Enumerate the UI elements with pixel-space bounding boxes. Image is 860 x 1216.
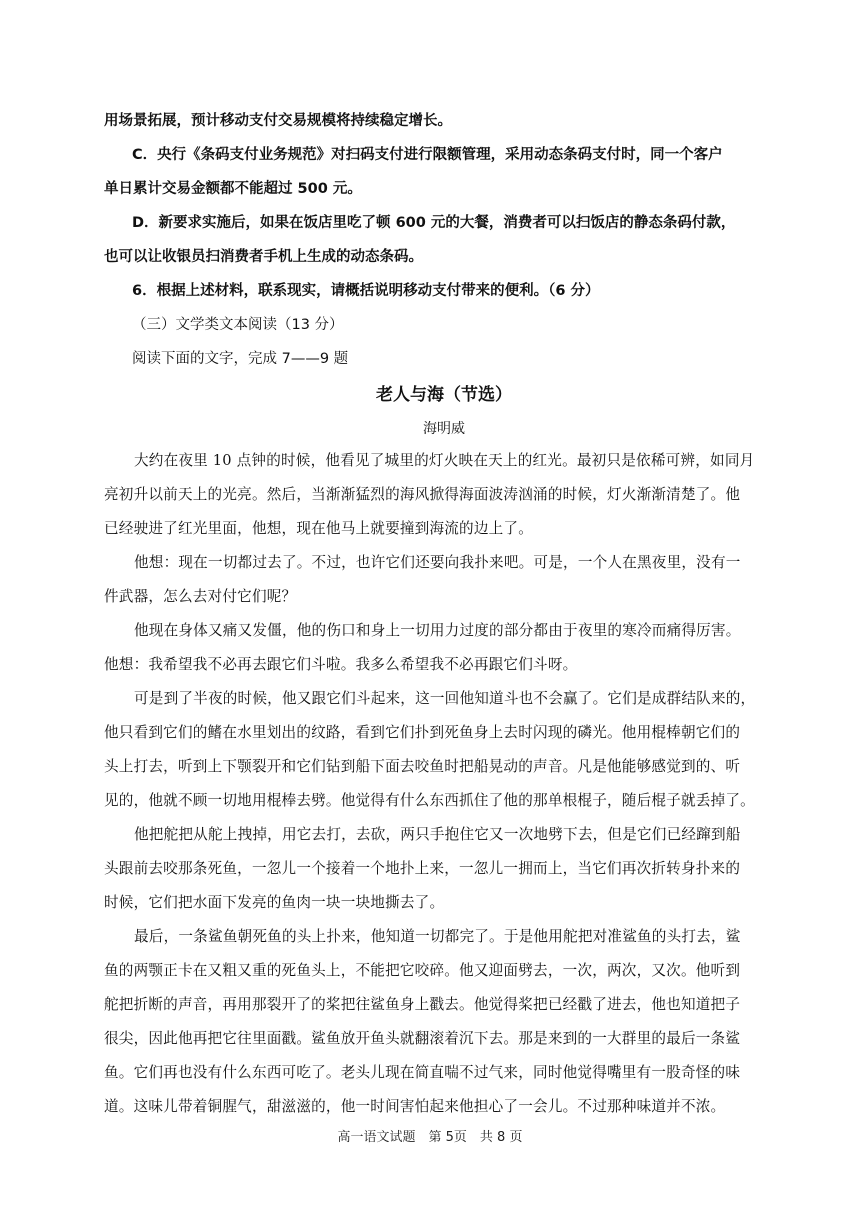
story-line: 见的，他就不顾一切地用棍棒去劈。他觉得有什么东西抓住了他的那单根棍子，随后棍子就丢掉了。 xyxy=(104,792,755,809)
story-line: 亮初升以前天上的光亮。然后，当渐渐猛烈的海风掀得海面波涛汹涌的时候，灯火渐渐清楚了。他 xyxy=(104,486,741,503)
story-line: 他想：我希望我不必再去跟它们斗啦。我多么希望我不必再跟它们斗呀。 xyxy=(104,656,578,673)
story-line: 他把舵把从舵上拽掉，用它去打，去砍，两只手抱住它又一次地劈下去，但是它们已经蹿到船 xyxy=(134,826,741,843)
story-line: 道。这味儿带着铜腥气，甜滋滋的，他一时间害怕起来他担心了一会儿。不过那种味道并不浓。 xyxy=(104,1098,726,1115)
story-line: 头上打去，听到上下颚裂开和它们钻到船下面去咬鱼时把船晃动的声音。凡是他能够感觉到的、听 xyxy=(104,758,741,775)
option-d-line1: D．新要求实施后，如果在饭店里吃了顿 600 元的大餐，消费者可以扫饭店的静态条码付款， xyxy=(132,215,736,231)
story-line: 他想：现在一切都过去了。不过，也许它们还要向我扑来吧。可是，一个人在黑夜里，没有一 xyxy=(134,554,741,571)
story-line: 鱼。它们再也没有什么东西可吃了。老头儿现在简直喘不过气来，同时他觉得嘴里有一股奇怪的味 xyxy=(104,1064,741,1081)
exam-page xyxy=(104,104,764,1124)
option-c-line1: C．央行《条码支付业务规范》对扫码支付进行限额管理，采用动态条码支付时，同一个客户 xyxy=(132,147,723,163)
story-author: 海明威 xyxy=(423,421,465,437)
question-6: 6．根据上述材料，联系现实，请概括说明移动支付带来的便利。（6 分） xyxy=(132,283,600,299)
story-line: 头跟前去咬那条死鱼，一忽儿一个接着一个地扑上来，一忽儿一拥而上，当它们再次折转身扑来的 xyxy=(104,860,741,877)
story-line: 最后，一条鲨鱼朝死鱼的头上扑来，他知道一切都完了。于是他用舵把对准鲨鱼的头打去，鲨 xyxy=(134,928,741,945)
page-footer: 高一语文试题 第 5页 共 8 页 xyxy=(337,1130,523,1145)
story-line: 舵把折断的声音，再用那裂开了的桨把往鲨鱼身上戳去。他觉得桨把已经戳了进去，他也知道把子 xyxy=(104,996,741,1013)
story-line: 很尖，因此他再把它往里面戳。鲨鱼放开鱼头就翻滚着沉下去。那是来到的一大群里的最后一条鲨 xyxy=(104,1030,741,1047)
story-line: 他只看到它们的鳍在水里划出的纹路，看到它们扑到死鱼身上去时闪现的磷光。他用棍棒朝它们的 xyxy=(104,724,741,741)
instruction-text: 阅读下面的文字，完成 7——9 题 xyxy=(132,351,349,367)
story-title: 老人与海（节选） xyxy=(376,385,512,405)
section3-heading: （三）文学类文本阅读（13 分） xyxy=(132,317,344,333)
option-c-line2: 单日累计交易金额都不能超过 500 元。 xyxy=(104,181,362,197)
continued-text: 用场景拓展，预计移动支付交易规模将持续稳定增长。 xyxy=(104,113,452,129)
option-d-line2: 也可以让收银员扫消费者手机上生成的动态条码。 xyxy=(104,249,423,265)
story-line: 可是到了半夜的时候，他又跟它们斗起来，这一回他知道斗也不会赢了。它们是成群结队来的， xyxy=(134,690,756,707)
story-line: 鱼的两颚正卡在又粗又重的死鱼头上，不能把它咬碎。他又迎面劈去，一次，两次，又次。他听到 xyxy=(104,962,741,979)
story-line: 件武器，怎么去对付它们呢？ xyxy=(104,588,297,605)
story-line: 大约在夜里 10 点钟的时候，他看见了城里的灯火映在天上的红光。最初只是依稀可辨，如同月 xyxy=(134,452,755,469)
story-line: 已经驶进了红光里面，他想，现在他马上就要撞到海流的边上了。 xyxy=(104,520,534,537)
story-line: 时候，它们把水面下发亮的鱼肉一块一块地撕去了。 xyxy=(104,894,445,911)
story-line: 他现在身体又痛又发僵，他的伤口和身上一切用力过度的部分都由于夜里的寒冷而痛得厉害。 xyxy=(134,622,741,639)
story-body xyxy=(104,444,764,1124)
